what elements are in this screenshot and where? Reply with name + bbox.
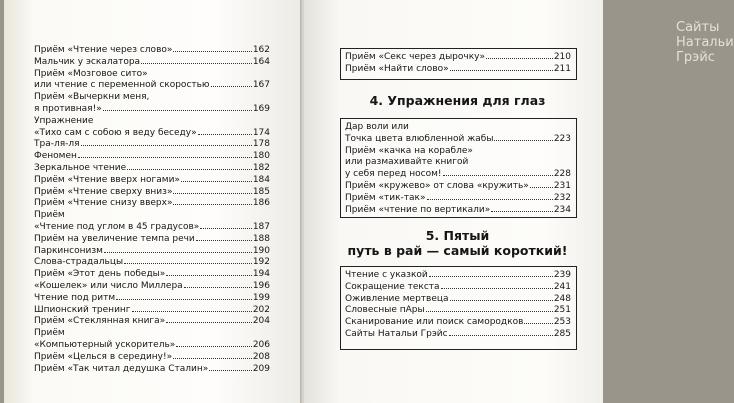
- toc-leader-dots: [81, 145, 252, 146]
- section-5-heading-line1: 5. Пятый: [425, 228, 490, 243]
- toc-entry-title: Дар воли или: [345, 122, 409, 132]
- toc-page-number: 209: [252, 363, 270, 374]
- toc-entry: [345, 122, 571, 134]
- toc-page-number: 210: [553, 52, 571, 62]
- toc-leader-dots: [196, 240, 252, 241]
- toc-entry-title: Чтение с указкой: [345, 270, 428, 280]
- toc-leader-dots: [166, 322, 252, 323]
- toc-entry: [34, 187, 270, 199]
- toc-entry: [34, 234, 270, 246]
- toc-entry: [34, 246, 270, 258]
- toc-entry-title: Приём «тик-так»: [345, 192, 426, 203]
- toc-entry: [345, 157, 571, 169]
- toc-page-number: 223: [553, 133, 571, 144]
- left-page: [4, 0, 302, 403]
- toc-page-number: 285: [553, 328, 571, 339]
- toc-box-section-4: [340, 118, 577, 218]
- toc-entry: [345, 193, 571, 205]
- toc-entry-title: Приём «чтение по вертикали»: [345, 204, 491, 215]
- toc-entry-title: Приём «Этот день победы»: [34, 269, 166, 280]
- toc-entry-title: Приём: [34, 210, 65, 221]
- toc-page-number: 184: [252, 174, 270, 185]
- toc-leader-dots: [450, 300, 553, 301]
- toc-entry: [34, 328, 270, 340]
- toc-entry-title: Шпионский тренинг: [34, 304, 131, 315]
- left-toc-list: [34, 45, 270, 375]
- toc-entry: [345, 205, 571, 217]
- toc-entry-title: Словесные пАры: [345, 305, 425, 316]
- toc-entry-title: Приём «Найти слово»: [345, 63, 449, 74]
- toc-entry-title: Приём «Мозговое сито»: [34, 68, 148, 79]
- toc-page-number: 248: [553, 293, 571, 304]
- toc-entry: [34, 352, 270, 364]
- toc-leader-dots: [173, 204, 251, 205]
- toc-leader-dots: [173, 358, 252, 359]
- toc-entry: [345, 317, 571, 329]
- toc-leader-dots: [78, 157, 252, 158]
- toc-page-number: 182: [252, 162, 270, 173]
- toc-entry: [345, 134, 571, 146]
- toc-entry-title: Сокращение текста: [345, 281, 440, 292]
- toc-leader-dots: [132, 311, 252, 312]
- toc-entry: [34, 175, 270, 187]
- toc-entry: [34, 45, 270, 57]
- bleed-through-text: Сайты Натальи Грэйс: [676, 20, 734, 65]
- toc-page-number: 169: [252, 103, 270, 114]
- toc-entry-title: Сайты Натальи Грэйс: [345, 328, 448, 339]
- toc-entry-title: Приём «Чтение сверху вниз»: [34, 186, 173, 197]
- toc-page-number: 253: [553, 317, 571, 328]
- toc-leader-dots: [209, 370, 252, 371]
- toc-page-number: 174: [252, 127, 270, 138]
- toc-entry: [34, 92, 270, 104]
- toc-entry-title: Приём на увеличение темпа речи: [34, 233, 195, 244]
- toc-entry: [345, 64, 571, 76]
- toc-leader-dots: [486, 58, 553, 59]
- toc-leader-dots: [429, 276, 553, 277]
- toc-page-number: 164: [252, 56, 270, 67]
- toc-list-continued: [345, 52, 571, 76]
- toc-page-number: 167: [252, 80, 270, 91]
- toc-page-number: 231: [553, 180, 571, 191]
- toc-entry: [345, 270, 571, 282]
- toc-page-number: 162: [252, 45, 270, 55]
- toc-entry-title: Сканирование или поиск самородков: [345, 317, 524, 328]
- toc-entry-title: Чтение под ритм: [34, 292, 116, 303]
- toc-page-number: 188: [252, 233, 270, 244]
- toc-entry-title: «Кошелек» или число Миллера: [34, 280, 183, 291]
- toc-entry-title: «Тихо сам с собою я веду беседу»: [34, 127, 197, 138]
- right-page: [304, 0, 734, 403]
- toc-page-number: 187: [252, 221, 270, 232]
- toc-entry-title: Слова-страдальцы: [34, 257, 124, 268]
- toc-leader-dots: [173, 51, 251, 52]
- toc-entry: [345, 146, 571, 158]
- toc-entry: [34, 293, 270, 305]
- toc-leader-dots: [491, 211, 553, 212]
- toc-entry-title: Приём «Стеклянная книга»: [34, 316, 166, 327]
- toc-leader-dots: [124, 263, 252, 264]
- toc-page-number: 194: [252, 269, 270, 280]
- toc-entry: [34, 269, 270, 281]
- toc-page-number: 228: [553, 169, 571, 180]
- toc-leader-dots: [184, 287, 252, 288]
- toc-entry-title: Приём «Вычеркни меня,: [34, 92, 150, 103]
- toc-entry: [34, 340, 270, 352]
- toc-page-number: 234: [553, 204, 571, 215]
- toc-entry: [34, 281, 270, 293]
- toc-page-number: 241: [553, 281, 571, 292]
- toc-entry: [34, 116, 270, 128]
- toc-leader-dots: [449, 335, 553, 336]
- toc-leader-dots: [441, 288, 553, 289]
- toc-page-number: 208: [252, 351, 270, 362]
- toc-entry: [345, 282, 571, 294]
- toc-entry: [345, 294, 571, 306]
- toc-entry-title: Приём «Так читал дедушка Сталин»: [34, 363, 209, 374]
- toc-page-number: 192: [252, 257, 270, 268]
- toc-entry-title: Оживление мертвеца: [345, 293, 449, 304]
- toc-leader-dots: [198, 134, 252, 135]
- toc-leader-dots: [211, 86, 252, 87]
- toc-entry: [34, 151, 270, 163]
- toc-list-section-4: [345, 122, 571, 216]
- toc-page-number: 251: [553, 305, 571, 316]
- toc-entry: [34, 316, 270, 328]
- toc-entry-title: Паркинсонизм: [34, 245, 103, 256]
- toc-entry: [34, 210, 270, 222]
- toc-leader-dots: [141, 63, 252, 64]
- toc-entry: [34, 364, 270, 376]
- section-4-heading: 4. Упражнения для глаз: [369, 93, 546, 108]
- toc-entry-title: у себя перед носом!: [345, 169, 442, 180]
- toc-entry-title: Приём «Целься в середину!»: [34, 351, 173, 362]
- toc-entry-title: Упражнение: [34, 115, 94, 126]
- toc-leader-dots: [494, 140, 552, 141]
- toc-entry-title: Приём «Чтение через слово»: [34, 45, 173, 55]
- toc-entry-title: Точка цвета влюбленной жабы: [345, 133, 494, 144]
- toc-page-number: 199: [252, 292, 270, 303]
- toc-page-number: 232: [553, 192, 571, 203]
- toc-list-section-5: [345, 270, 571, 341]
- toc-entry: [34, 305, 270, 317]
- toc-entry-title: или размахивайте книгой: [345, 157, 469, 168]
- toc-entry-title: я противная!»: [34, 103, 102, 114]
- toc-page-number: 178: [252, 139, 270, 150]
- toc-entry-title: или чтение с переменной скоростью: [34, 80, 210, 91]
- toc-entry-title: Приём «Чтение вверх ногами»: [34, 174, 180, 185]
- toc-leader-dots: [443, 175, 553, 176]
- toc-entry-title: Приём: [34, 328, 65, 339]
- toc-leader-dots: [426, 311, 553, 312]
- toc-leader-dots: [104, 252, 252, 253]
- toc-page-number: 204: [252, 316, 270, 327]
- toc-entry-title: Приём «Секс через дырочку»: [345, 52, 485, 62]
- toc-leader-dots: [173, 193, 251, 194]
- toc-entry-title: Приём «Чтение снизу вверх»: [34, 198, 173, 209]
- toc-leader-dots: [524, 323, 552, 324]
- toc-entry: [345, 52, 571, 64]
- toc-entry-title: Тра-ля-ля: [34, 139, 80, 150]
- toc-page-number: 206: [252, 339, 270, 350]
- toc-box-continued: [340, 48, 577, 80]
- toc-entry: [34, 128, 270, 140]
- toc-leader-dots: [200, 228, 252, 229]
- toc-page-number: 202: [252, 304, 270, 315]
- toc-entry: [34, 163, 270, 175]
- toc-leader-dots: [103, 110, 252, 111]
- toc-page-number: 211: [553, 63, 571, 74]
- toc-page-number: 190: [252, 245, 270, 256]
- toc-entry: [34, 80, 270, 92]
- toc-box-section-5: [340, 266, 577, 350]
- toc-page-number: 186: [252, 198, 270, 209]
- toc-entry: [34, 57, 270, 69]
- toc-entry: [34, 222, 270, 234]
- toc-entry: [345, 181, 571, 193]
- toc-leader-dots: [181, 181, 252, 182]
- toc-entry-title: Зеркальное чтение: [34, 162, 127, 173]
- toc-entry: [345, 305, 571, 317]
- toc-entry-title: Мальчик у эскалатора: [34, 56, 141, 67]
- toc-leader-dots: [427, 199, 553, 200]
- toc-page-number: 239: [553, 270, 571, 280]
- toc-entry: [34, 198, 270, 210]
- section-5-heading: [340, 228, 575, 258]
- toc-leader-dots: [116, 299, 252, 300]
- toc-leader-dots: [450, 70, 553, 71]
- toc-entry: [34, 69, 270, 81]
- toc-entry: [345, 329, 571, 341]
- section-5-heading-line2: путь в рай — самый короткий!: [347, 243, 568, 258]
- toc-entry: [34, 257, 270, 269]
- toc-entry-title: «Компьютерный ускоритель»: [34, 339, 176, 350]
- toc-leader-dots: [127, 169, 252, 170]
- toc-leader-dots: [530, 187, 553, 188]
- toc-entry: [34, 104, 270, 116]
- toc-page-number: 180: [252, 151, 270, 162]
- toc-entry-title: Феномен: [34, 151, 77, 162]
- toc-entry: [34, 139, 270, 151]
- toc-entry-title: «Чтение под углом в 45 градусов»: [34, 221, 200, 232]
- toc-entry: [345, 169, 571, 181]
- toc-leader-dots: [176, 346, 252, 347]
- toc-entry-title: Приём «кружево» от слова «кружить»: [345, 180, 529, 191]
- toc-leader-dots: [166, 275, 252, 276]
- toc-page-number: 185: [252, 186, 270, 197]
- toc-entry-title: Приём «качка на корабле»: [345, 145, 473, 156]
- toc-page-number: 196: [252, 280, 270, 291]
